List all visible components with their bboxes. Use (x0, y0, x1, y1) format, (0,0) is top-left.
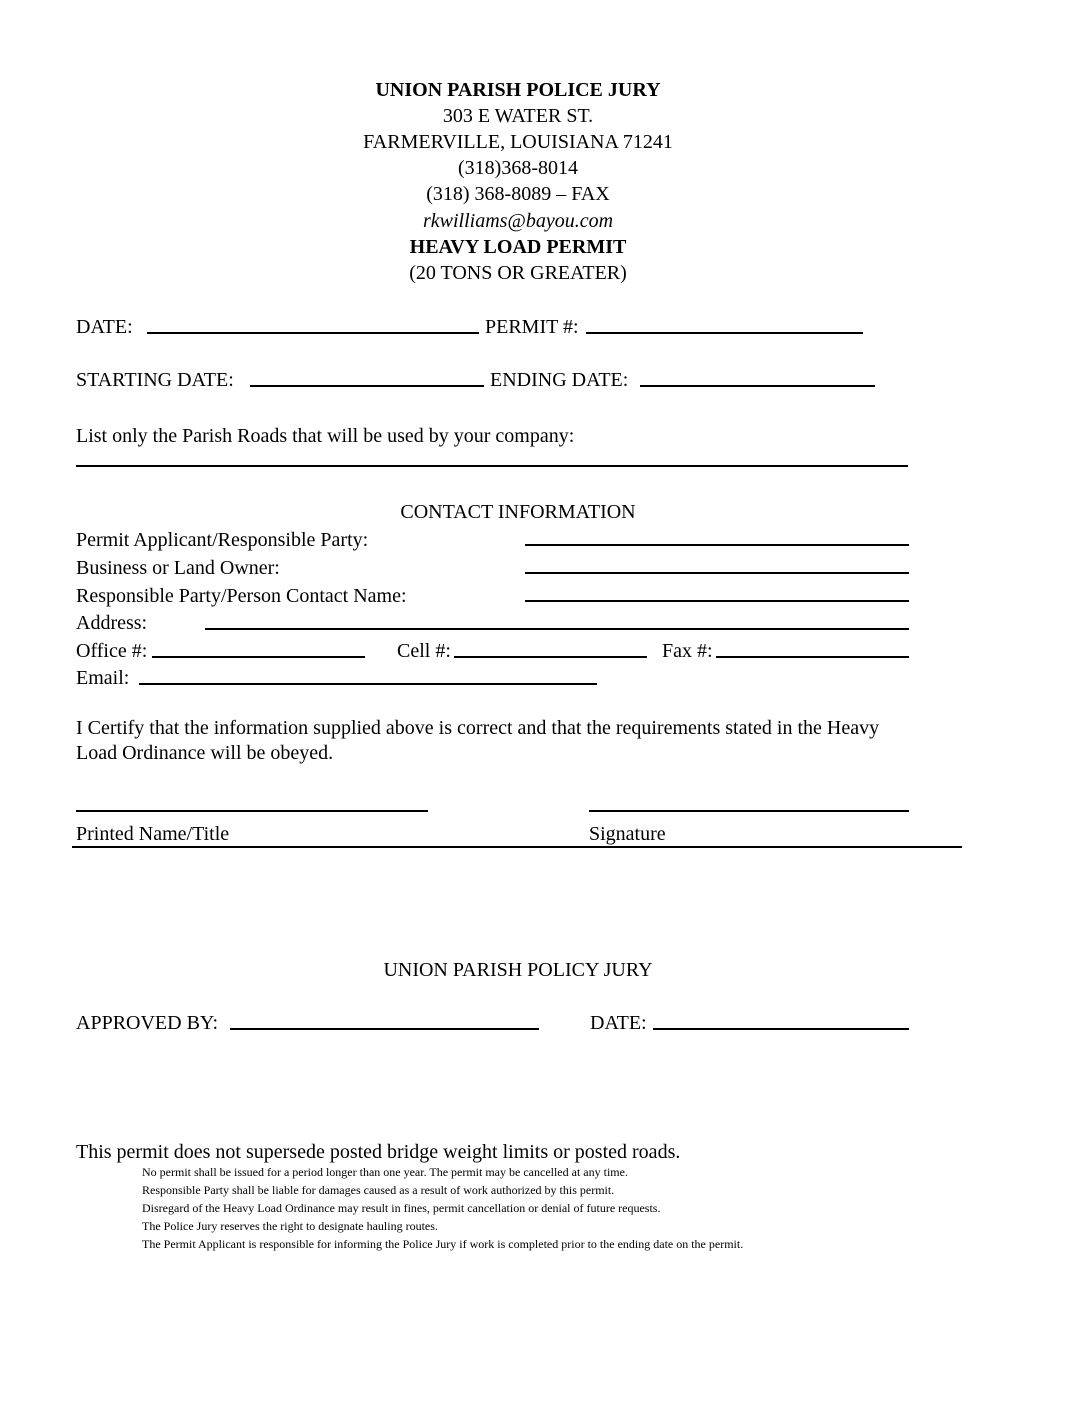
footer-note: No permit shall be issued for a period longer than one year. The permit may be cancelled at any time. (142, 1165, 628, 1179)
certify-line-1: I Certify that the information supplied above is correct and that the requirements stated in the Heavy (76, 717, 880, 739)
approval-date-line[interactable] (653, 1028, 909, 1030)
starting-date-label: STARTING DATE: (76, 369, 234, 391)
address-line[interactable] (205, 628, 909, 630)
email-address: rkwilliams@bayou.com (422, 210, 614, 232)
footer-note: The Permit Applicant is responsible for informing the Police Jury if work is completed prior to the ending date on the permit. (142, 1237, 744, 1251)
address-label: Address: (76, 612, 148, 634)
ending-date-line[interactable] (640, 385, 875, 387)
permit-line[interactable] (586, 332, 863, 334)
form-subtitle: (20 TONS OR GREATER) (409, 262, 627, 284)
contact-name-label: Responsible Party/Person Contact Name: (76, 585, 407, 607)
fax-label: Fax #: (662, 640, 713, 662)
approval-date-label: DATE: (590, 1012, 647, 1034)
signature-line[interactable] (589, 810, 909, 812)
applicant-line[interactable] (525, 544, 909, 546)
contact-name-line[interactable] (525, 600, 909, 602)
footer-note: The Police Jury reserves the right to designate hauling routes. (142, 1219, 438, 1233)
phone-number: (318)368-8014 (458, 157, 578, 179)
street-address: 303 E WATER ST. (442, 105, 594, 127)
certify-line-2: Load Ordinance will be obeyed. (76, 742, 334, 764)
form-title: HEAVY LOAD PERMIT (409, 236, 627, 258)
permit-label: PERMIT #: (485, 316, 579, 338)
email-label: Email: (76, 667, 130, 689)
email-line[interactable] (139, 683, 597, 685)
contact-heading: CONTACT INFORMATION (400, 501, 636, 523)
printed-name-line[interactable] (76, 810, 428, 812)
approved-by-line[interactable] (230, 1028, 539, 1030)
ending-date-label: ENDING DATE: (490, 369, 629, 391)
owner-label: Business or Land Owner: (76, 557, 280, 579)
starting-date-line[interactable] (250, 385, 484, 387)
approved-by-label: APPROVED BY: (76, 1012, 219, 1034)
signature-label: Signature (589, 823, 666, 845)
owner-line[interactable] (525, 572, 909, 574)
fax-number: (318) 368-8089 – FAX (426, 183, 610, 205)
roads-prompt: List only the Parish Roads that will be used by your company: (76, 425, 575, 447)
roads-line[interactable] (76, 465, 908, 467)
org-name: UNION PARISH POLICE JURY (375, 79, 661, 101)
office-label: Office #: (76, 640, 148, 662)
cell-label: Cell #: (397, 640, 451, 662)
section-divider (72, 846, 962, 848)
printed-name-label: Printed Name/Title (76, 823, 230, 845)
applicant-label: Permit Applicant/Responsible Party: (76, 529, 369, 551)
footer-note: Responsible Party shall be liable for damages caused as a result of work authorized by this permit. (142, 1183, 615, 1197)
approval-heading: UNION PARISH POLICY JURY (383, 959, 653, 981)
city-address: FARMERVILLE, LOUISIANA 71241 (363, 131, 673, 153)
footer-main: This permit does not supersede posted bridge weight limits or posted roads. (76, 1141, 681, 1163)
office-line[interactable] (152, 656, 365, 658)
cell-line[interactable] (454, 656, 647, 658)
fax-line[interactable] (716, 656, 909, 658)
footer-note: Disregard of the Heavy Load Ordinance may result in fines, permit cancellation or denial of future requests. (142, 1201, 661, 1215)
date-label: DATE: (76, 316, 133, 338)
date-line[interactable] (147, 332, 479, 334)
